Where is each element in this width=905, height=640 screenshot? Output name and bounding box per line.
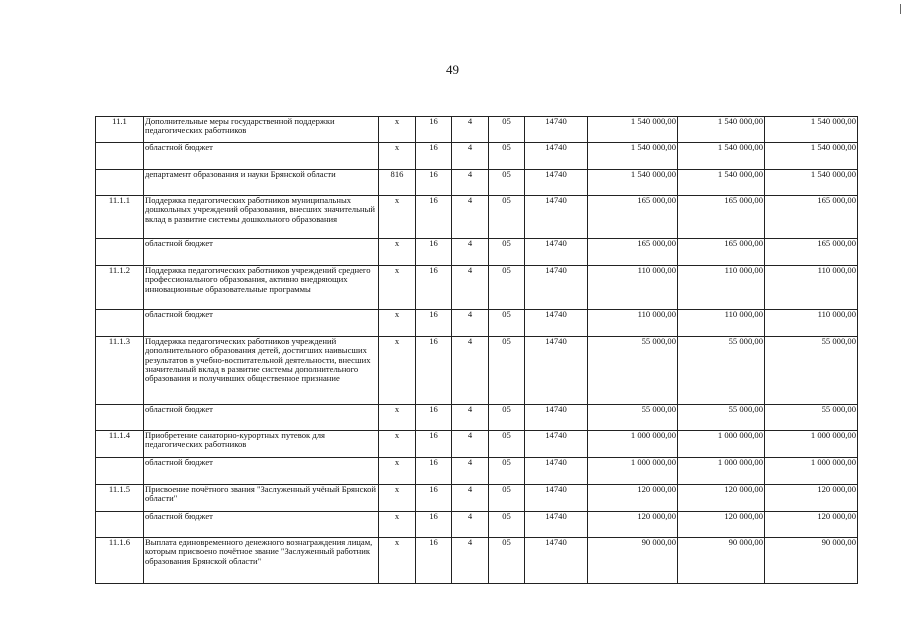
code-subprogram: 4 <box>452 512 489 538</box>
amount-year-2: 1 000 000,00 <box>678 431 765 458</box>
code-admin: х <box>379 117 416 143</box>
row-number <box>96 170 144 196</box>
amount-year-2: 120 000,00 <box>678 512 765 538</box>
amount-year-3: 165 000,00 <box>765 196 858 239</box>
amount-year-3: 110 000,00 <box>765 310 858 337</box>
code-section: 05 <box>489 405 525 431</box>
row-description: областной бюджет <box>144 458 379 485</box>
row-number: 11.1.3 <box>96 337 144 405</box>
row-description: Присвоение почётного звания "Заслуженный учёный Брянской области" <box>144 485 379 512</box>
code-section: 05 <box>489 458 525 485</box>
code-section: 05 <box>489 337 525 405</box>
row-description: департамент образования и науки Брянской области <box>144 170 379 196</box>
amount-year-1: 1 000 000,00 <box>588 431 678 458</box>
code-target: 14740 <box>525 117 588 143</box>
code-section: 05 <box>489 431 525 458</box>
amount-year-1: 120 000,00 <box>588 512 678 538</box>
table-row <box>96 117 858 143</box>
row-description: Выплата единовременного денежного вознаграждения лицам, которым присвоено почётное звание "Заслуженный работник образования Брянской области" <box>144 538 379 584</box>
code-subprogram: 4 <box>452 117 489 143</box>
row-description: областной бюджет <box>144 512 379 538</box>
amount-year-1: 165 000,00 <box>588 196 678 239</box>
code-program: 16 <box>416 266 452 310</box>
amount-year-3: 1 540 000,00 <box>765 117 858 143</box>
code-admin: х <box>379 458 416 485</box>
amount-year-1: 120 000,00 <box>588 485 678 512</box>
code-admin: х <box>379 485 416 512</box>
row-number: 11.1.1 <box>96 196 144 239</box>
row-description: Приобретение санаторно-курортных путевок для педагогических работников <box>144 431 379 458</box>
row-number <box>96 512 144 538</box>
table-row <box>96 485 858 512</box>
amount-year-1: 55 000,00 <box>588 405 678 431</box>
code-section: 05 <box>489 239 525 266</box>
code-section: 05 <box>489 512 525 538</box>
code-subprogram: 4 <box>452 405 489 431</box>
code-admin: х <box>379 239 416 266</box>
code-subprogram: 4 <box>452 337 489 405</box>
row-description: Поддержка педагогических работников учреждений дополнительного образования детей, достигших наивысших результатов в учебно-воспитательной деятельности, внесших значительный вклад в развитие системы дополнительного образования и получивших общественное признание <box>144 337 379 405</box>
amount-year-3: 1 540 000,00 <box>765 170 858 196</box>
code-subprogram: 4 <box>452 196 489 239</box>
amount-year-1: 110 000,00 <box>588 266 678 310</box>
code-target: 14740 <box>525 266 588 310</box>
amount-year-1: 165 000,00 <box>588 239 678 266</box>
row-number <box>96 310 144 337</box>
code-subprogram: 4 <box>452 485 489 512</box>
code-program: 16 <box>416 431 452 458</box>
amount-year-3: 90 000,00 <box>765 538 858 584</box>
amount-year-1: 90 000,00 <box>588 538 678 584</box>
row-description: Дополнительные меры государственной поддержки педагогических работников <box>144 117 379 143</box>
code-target: 14740 <box>525 512 588 538</box>
table-row <box>96 170 858 196</box>
amount-year-1: 1 540 000,00 <box>588 170 678 196</box>
code-target: 14740 <box>525 239 588 266</box>
row-number <box>96 405 144 431</box>
amount-year-2: 165 000,00 <box>678 196 765 239</box>
page-number: 49 <box>446 62 459 77</box>
code-program: 16 <box>416 143 452 170</box>
code-program: 16 <box>416 239 452 266</box>
amount-year-3: 120 000,00 <box>765 512 858 538</box>
row-description: областной бюджет <box>144 405 379 431</box>
amount-year-2: 90 000,00 <box>678 538 765 584</box>
code-target: 14740 <box>525 458 588 485</box>
code-admin: х <box>379 266 416 310</box>
row-description: Поддержка педагогических работников учреждений среднего профессионального образования, активно внедряющих инновационные образовательные программы <box>144 266 379 310</box>
code-admin: х <box>379 143 416 170</box>
code-section: 05 <box>489 485 525 512</box>
table-row <box>96 143 858 170</box>
code-program: 16 <box>416 512 452 538</box>
code-admin: х <box>379 310 416 337</box>
code-program: 16 <box>416 337 452 405</box>
table-row <box>96 310 858 337</box>
table-row <box>96 405 858 431</box>
code-admin: х <box>379 431 416 458</box>
code-subprogram: 4 <box>452 431 489 458</box>
code-program: 16 <box>416 196 452 239</box>
table-row <box>96 458 858 485</box>
table-body <box>96 117 858 584</box>
code-subprogram: 4 <box>452 266 489 310</box>
amount-year-2: 1 540 000,00 <box>678 143 765 170</box>
amount-year-3: 120 000,00 <box>765 485 858 512</box>
amount-year-3: 110 000,00 <box>765 266 858 310</box>
code-section: 05 <box>489 143 525 170</box>
code-target: 14740 <box>525 337 588 405</box>
code-program: 16 <box>416 405 452 431</box>
code-subprogram: 4 <box>452 170 489 196</box>
table-row <box>96 196 858 239</box>
amount-year-2: 55 000,00 <box>678 337 765 405</box>
code-program: 16 <box>416 117 452 143</box>
code-subprogram: 4 <box>452 143 489 170</box>
row-description: областной бюджет <box>144 310 379 337</box>
scan-edge-mark <box>900 4 901 14</box>
row-number: 11.1.6 <box>96 538 144 584</box>
code-program: 16 <box>416 458 452 485</box>
code-target: 14740 <box>525 485 588 512</box>
code-section: 05 <box>489 310 525 337</box>
amount-year-3: 1 000 000,00 <box>765 458 858 485</box>
table-row <box>96 431 858 458</box>
row-number: 11.1 <box>96 117 144 143</box>
amount-year-3: 165 000,00 <box>765 239 858 266</box>
code-admin: х <box>379 405 416 431</box>
code-section: 05 <box>489 117 525 143</box>
amount-year-2: 110 000,00 <box>678 310 765 337</box>
code-section: 05 <box>489 266 525 310</box>
code-admin: х <box>379 538 416 584</box>
amount-year-1: 1 540 000,00 <box>588 143 678 170</box>
code-section: 05 <box>489 538 525 584</box>
amount-year-2: 1 000 000,00 <box>678 458 765 485</box>
code-target: 14740 <box>525 405 588 431</box>
code-admin: х <box>379 512 416 538</box>
code-program: 16 <box>416 538 452 584</box>
amount-year-3: 55 000,00 <box>765 337 858 405</box>
amount-year-1: 110 000,00 <box>588 310 678 337</box>
table-row <box>96 512 858 538</box>
code-target: 14740 <box>525 538 588 584</box>
code-target: 14740 <box>525 310 588 337</box>
table-row <box>96 266 858 310</box>
code-target: 14740 <box>525 196 588 239</box>
code-target: 14740 <box>525 143 588 170</box>
row-description: Поддержка педагогических работников муниципальных дошкольных учреждений образования, внесших значительный вклад в развитие системы дошкольного образования <box>144 196 379 239</box>
amount-year-3: 1 000 000,00 <box>765 431 858 458</box>
row-number: 11.1.4 <box>96 431 144 458</box>
row-number <box>96 458 144 485</box>
code-program: 16 <box>416 170 452 196</box>
amount-year-2: 120 000,00 <box>678 485 765 512</box>
budget-table <box>95 116 858 584</box>
amount-year-3: 55 000,00 <box>765 405 858 431</box>
code-subprogram: 4 <box>452 458 489 485</box>
row-number: 11.1.2 <box>96 266 144 310</box>
amount-year-1: 1 000 000,00 <box>588 458 678 485</box>
code-admin: х <box>379 337 416 405</box>
row-number <box>96 239 144 266</box>
row-number: 11.1.5 <box>96 485 144 512</box>
code-subprogram: 4 <box>452 310 489 337</box>
code-subprogram: 4 <box>452 538 489 584</box>
code-admin: х <box>379 196 416 239</box>
code-section: 05 <box>489 196 525 239</box>
code-target: 14740 <box>525 170 588 196</box>
amount-year-2: 1 540 000,00 <box>678 170 765 196</box>
row-description: областной бюджет <box>144 143 379 170</box>
amount-year-2: 110 000,00 <box>678 266 765 310</box>
code-program: 16 <box>416 485 452 512</box>
amount-year-2: 165 000,00 <box>678 239 765 266</box>
amount-year-1: 55 000,00 <box>588 337 678 405</box>
amount-year-3: 1 540 000,00 <box>765 143 858 170</box>
code-section: 05 <box>489 170 525 196</box>
code-admin: 816 <box>379 170 416 196</box>
code-target: 14740 <box>525 431 588 458</box>
table-row <box>96 337 858 405</box>
table-row <box>96 538 858 584</box>
code-program: 16 <box>416 310 452 337</box>
table-row <box>96 239 858 266</box>
row-description: областной бюджет <box>144 239 379 266</box>
row-number <box>96 143 144 170</box>
amount-year-2: 1 540 000,00 <box>678 117 765 143</box>
amount-year-1: 1 540 000,00 <box>588 117 678 143</box>
amount-year-2: 55 000,00 <box>678 405 765 431</box>
code-subprogram: 4 <box>452 239 489 266</box>
